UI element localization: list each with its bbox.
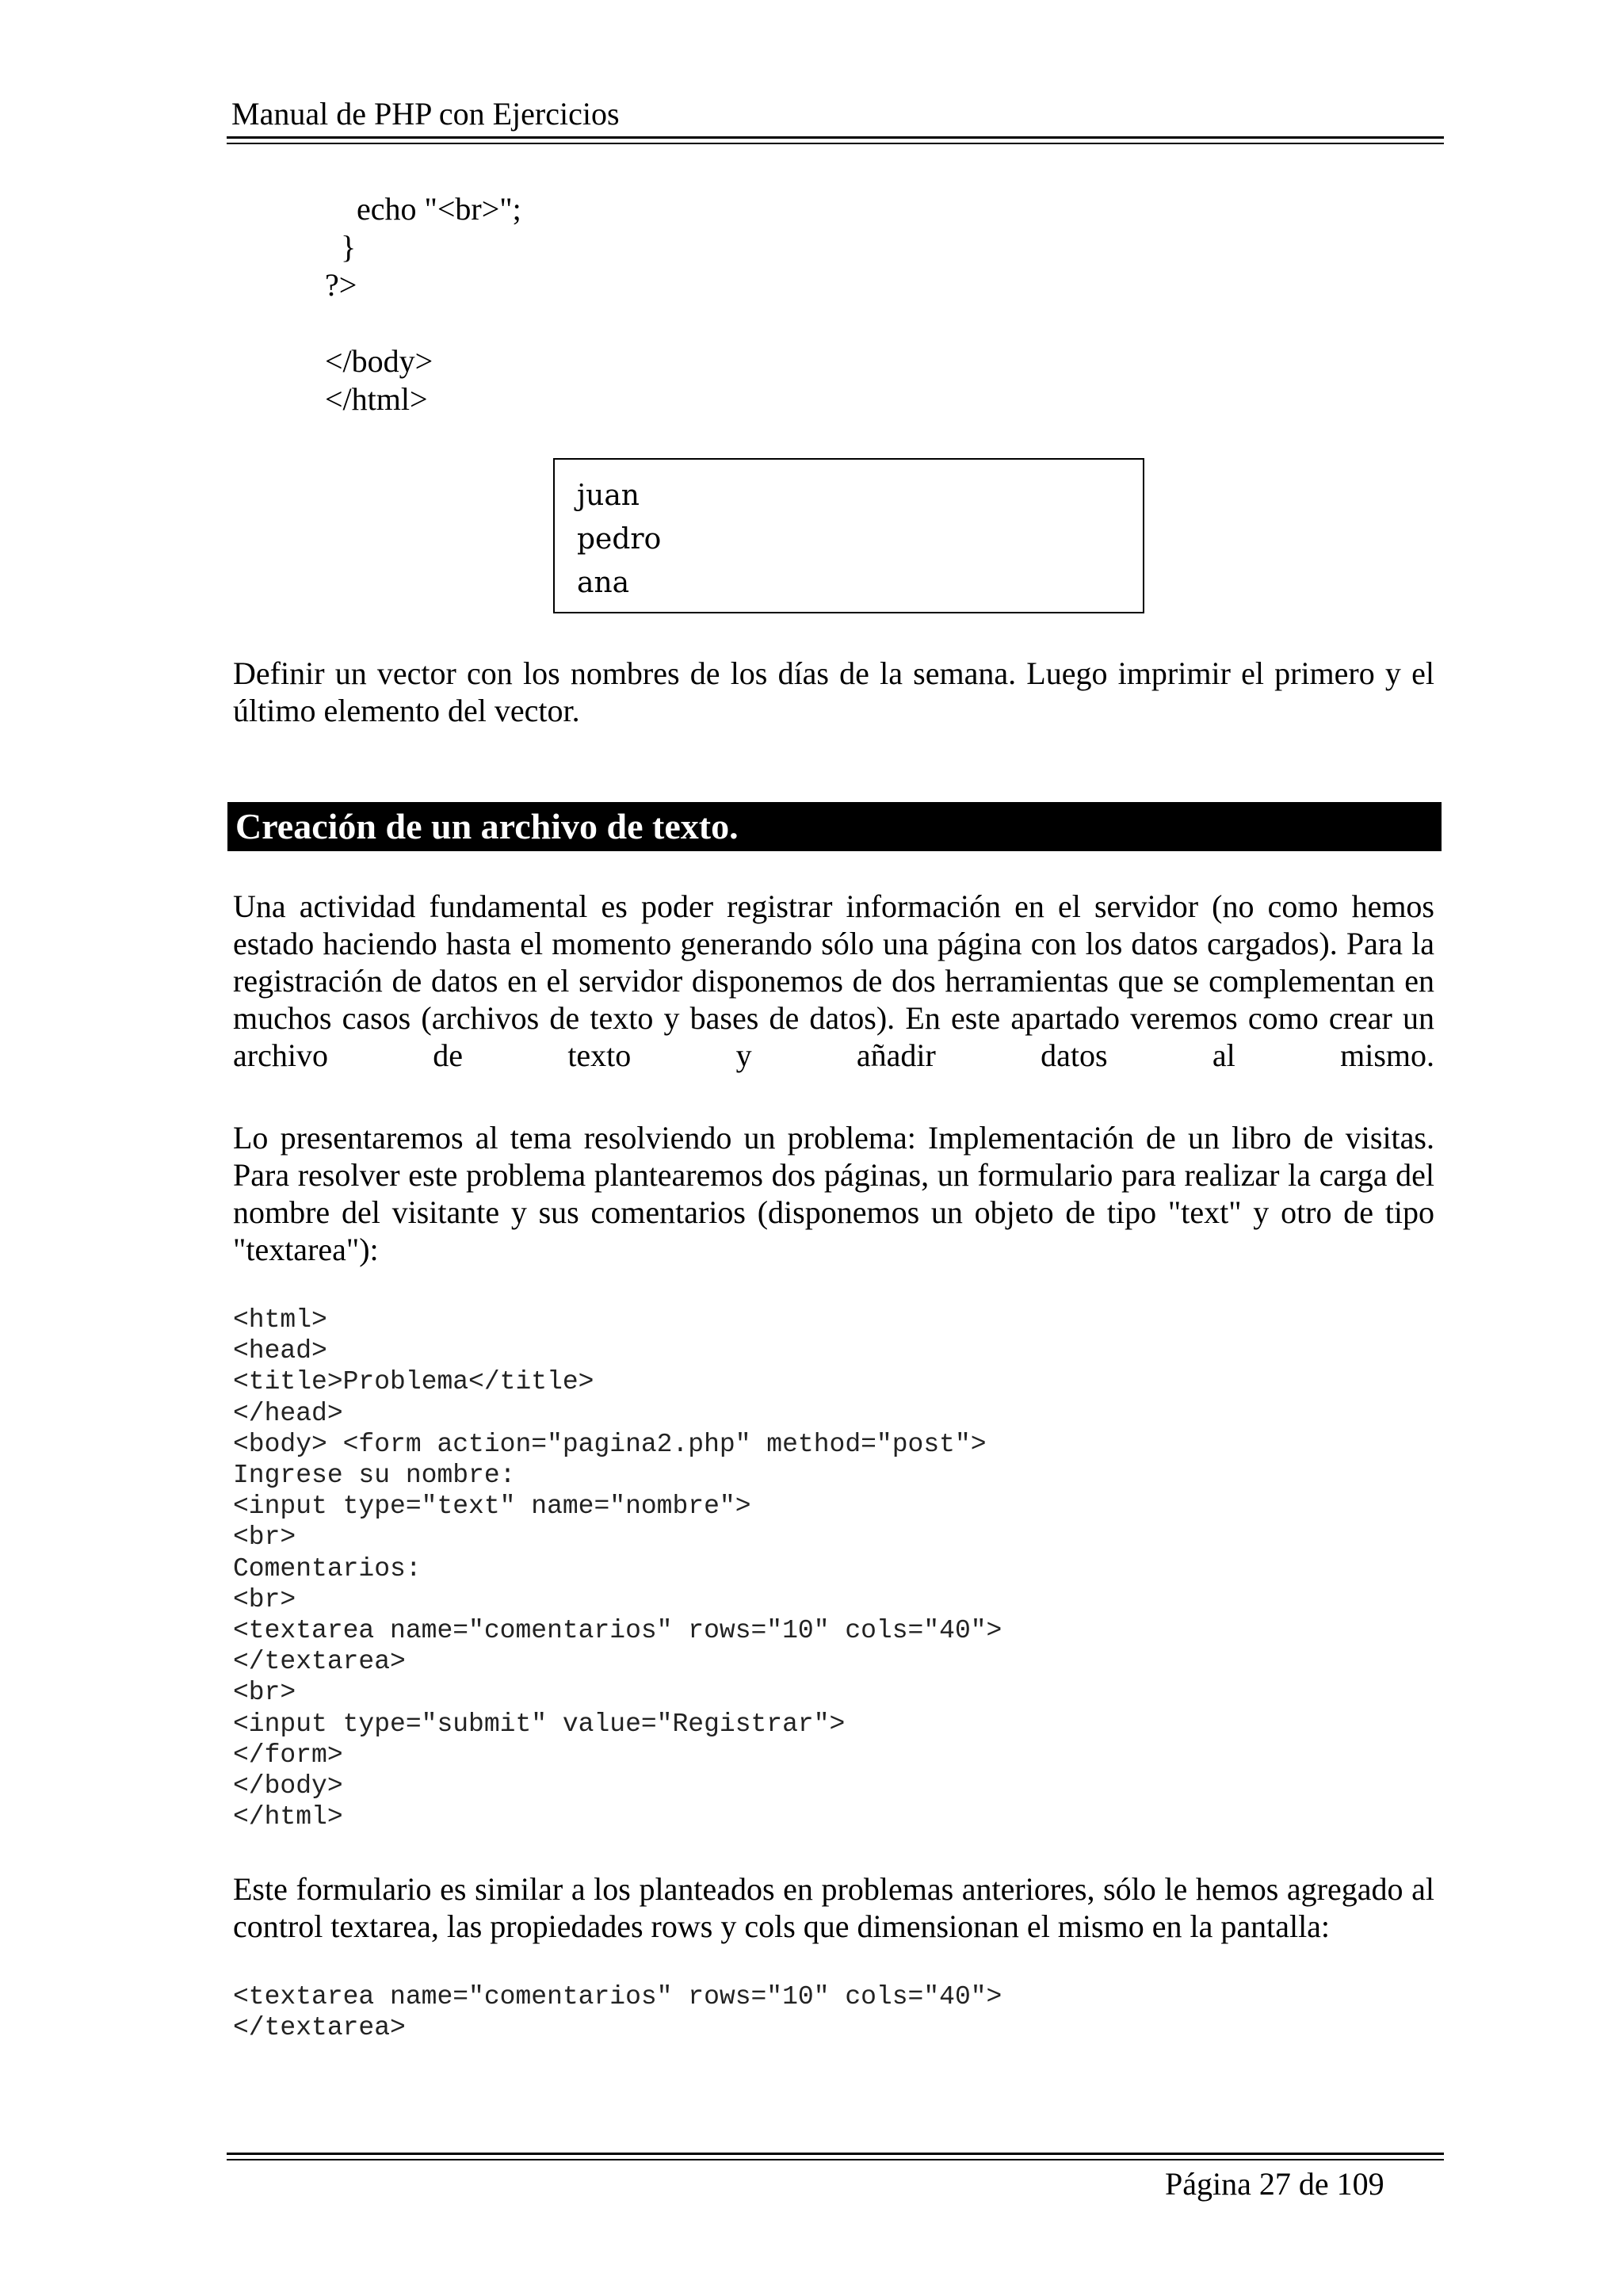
- code-line: </body>: [325, 343, 433, 379]
- intro-paragraph-text: En este apartado veremos como crear un archivo de texto y añadir datos al mismo.: [233, 1000, 1435, 1073]
- code-line: <textarea name="comentarios" rows="10" cols="40">: [233, 1982, 1002, 2011]
- code-line: <br>: [233, 1584, 296, 1614]
- code-line: ?>: [325, 267, 357, 303]
- code-line: </textarea>: [233, 2013, 406, 2043]
- footer-rule: [227, 2153, 1444, 2160]
- code-line: Comentarios:: [233, 1553, 422, 1584]
- output-line: ana: [577, 567, 630, 599]
- output-box: [553, 458, 1144, 613]
- code-line: <title>Problema</title>: [233, 1367, 594, 1397]
- header-title: Manual de PHP con Ejercicios: [231, 96, 620, 132]
- code-line: </body>: [233, 1771, 343, 1801]
- code-line: <input type="submit" value="Registrar">: [233, 1709, 846, 1739]
- code-block-form: [233, 1305, 1002, 1832]
- code-block-textarea: [233, 1981, 1002, 2043]
- output-line: pedro: [577, 523, 662, 556]
- code-line: <br>: [233, 1678, 296, 1708]
- code-line: <head>: [233, 1336, 327, 1366]
- code-snippet-top: [325, 190, 521, 418]
- code-line: <input type="text" name="nombre">: [233, 1492, 751, 1522]
- code-line: [325, 304, 521, 342]
- code-line: Ingrese su nombre:: [233, 1461, 516, 1491]
- explanation-paragraph: Este formulario es similar a los planteados en problemas anteriores, sólo le hemos agregado al control textarea, las propiedades rows y cols que dimensionan el mismo en la pantalla:: [233, 1871, 1434, 1944]
- code-line: </html>: [325, 381, 428, 417]
- code-line: <textarea name="comentarios" rows="10" cols="40">: [233, 1616, 1002, 1646]
- code-line: }: [325, 229, 357, 265]
- code-line: </head>: [233, 1398, 343, 1428]
- code-line: </html>: [233, 1802, 343, 1832]
- code-line: <body> <form action="pagina2.php" method="post">: [233, 1429, 987, 1459]
- code-line: echo "<br>";: [325, 191, 521, 227]
- intro-paragraph-text: Una actividad fundamental es poder registrar información en el servidor (no como hemos estado haciendo hasta el momento generando sólo una página con los datos cargados). Para la registración de datos en el servidor disponemos de dos herramientas que se complementan en muchos casos (archivos de texto y bases de datos).: [233, 888, 1434, 1036]
- code-line: </form>: [233, 1740, 343, 1770]
- code-line: </textarea>: [233, 1647, 406, 1677]
- intro-paragraph: [233, 888, 1434, 1074]
- code-line: <br>: [233, 1522, 296, 1553]
- section-heading: Creación de un archivo de texto.: [227, 802, 1442, 851]
- exercise-paragraph: Definir un vector con los nombres de los días de la semana. Luego imprimir el primero y el último elemento del vector.: [233, 655, 1434, 728]
- problem-paragraph: Lo presentaremos al tema resolviendo un problema: Implementación de un libro de visitas. Para resolver este problema plantearemos dos páginas, un formulario para realizar la carga del nombre del visitante y sus comentarios (disponemos un objeto de tipo "text" y otro de tipo "textarea"):: [233, 1120, 1434, 1267]
- header-rule: [227, 136, 1444, 144]
- code-line: <html>: [233, 1305, 327, 1335]
- output-line: juan: [577, 479, 640, 512]
- page-number: Página 27 de 109: [1165, 2166, 1384, 2202]
